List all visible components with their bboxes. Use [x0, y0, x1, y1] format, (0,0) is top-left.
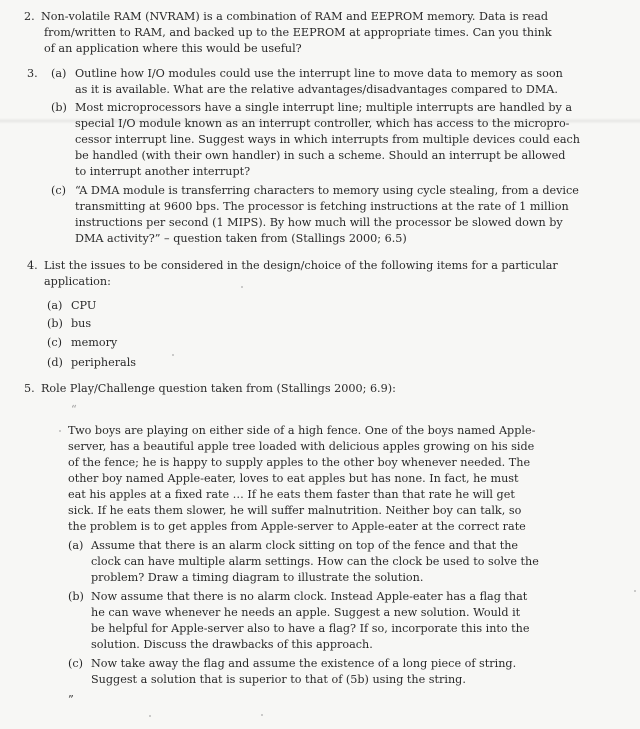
- text-line: Outline how I/O modules could use the interrupt line to move data to memory as soon: [75, 67, 563, 80]
- text-line: transmitting at 9600 bps. The processor is fetching instructions at the rate of 1 million: [75, 200, 569, 213]
- text-line: application:: [44, 275, 111, 288]
- question-number: 2.: [24, 10, 35, 23]
- scan-speck: [172, 354, 174, 356]
- text-line: of an application where this would be useful?: [44, 42, 302, 55]
- text-line: special I/O module known as an interrupt controller, which has access to the micropro-: [75, 117, 570, 130]
- text-line: Now take away the flag and assume the existence of a long piece of string.: [91, 657, 517, 670]
- list-item-label: (d): [47, 356, 63, 369]
- text-line: be handled (with their own handler) in such a scheme. Should an interrupt be allowed: [75, 149, 566, 162]
- part-label: (b): [68, 590, 84, 603]
- scan-speck: [261, 714, 263, 716]
- text-line: Non-volatile RAM (NVRAM) is a combination of RAM and EEPROM memory. Data is read: [41, 10, 549, 23]
- question-number: 4.: [27, 259, 38, 272]
- text-line: the problem is to get apples from Apple-server to Apple-eater at the correct rate: [68, 520, 526, 533]
- text-line: as it is available. What are the relative advantages/disadvantages compared to DMA.: [75, 83, 558, 96]
- question-number: 3.: [27, 67, 38, 80]
- scan-speck: [149, 715, 151, 717]
- text-line: server, has a beautiful apple tree loaded with delicious apples growing on his side: [68, 440, 535, 453]
- text-line: sick. If he eats them slower, he will suffer malnutrition. Neither boy can talk, so: [68, 504, 522, 517]
- part-label: (c): [51, 184, 66, 197]
- text-line: Two boys are playing on either side of a high fence. One of the boys named Apple-: [68, 424, 536, 437]
- text-line: solution. Discuss the drawbacks of this approach.: [91, 638, 373, 651]
- text-line: instructions per second (1 MIPS). By how much will the processor be slowed down by: [75, 216, 563, 229]
- list-item-label: (c): [47, 336, 62, 349]
- text-line: Suggest a solution that is superior to that of (5b) using the string.: [91, 673, 466, 686]
- scan-speck: [59, 430, 61, 432]
- text-line: Now assume that there is no alarm clock. Instead Apple-eater has a flag that: [91, 590, 528, 603]
- list-item: bus: [71, 317, 92, 330]
- text-line: eat his apples at a fixed rate … If he eats them faster than that rate he will get: [68, 488, 515, 501]
- text-line: Assume that there is an alarm clock sitting on top of the fence and that the: [91, 539, 519, 552]
- list-item-label: (a): [47, 299, 63, 312]
- text-line: from/written to RAM, and backed up to the EEPROM at appropriate times. Can you think: [44, 26, 552, 39]
- text-line: other boy named Apple-eater, loves to eat apples but has none. In fact, he must: [68, 472, 519, 485]
- text-line: he can wave whenever he needs an apple. Suggest a new solution. Would it: [91, 606, 521, 619]
- part-label: (b): [51, 101, 67, 114]
- question-number: 5.: [24, 382, 35, 395]
- text-line: cessor interrupt line. Suggest ways in which interrupts from multiple devices could each: [75, 133, 580, 146]
- text-line: “A DMA module is transferring characters to memory using cycle stealing, from a device: [75, 184, 579, 197]
- text-line: problem? Draw a timing diagram to illustrate the solution.: [91, 571, 424, 584]
- list-item-label: (b): [47, 317, 63, 330]
- text-line: clock can have multiple alarm settings. How can the clock be used to solve the: [91, 555, 539, 568]
- open-quote: “: [71, 403, 77, 416]
- part-label: (a): [51, 67, 67, 80]
- text-line: List the issues to be considered in the design/choice of the following items for a particular: [44, 259, 558, 272]
- list-item: CPU: [71, 299, 97, 312]
- part-label: (c): [68, 657, 83, 670]
- text-line: Most microprocessors have a single interrupt line; multiple interrupts are handled by a: [75, 101, 573, 114]
- scan-speck: [634, 590, 636, 592]
- text-line: DMA activity?” – question taken from (Stallings 2000; 6.5): [75, 232, 407, 245]
- close-quote: ”: [68, 693, 74, 706]
- part-label: (a): [68, 539, 84, 552]
- text-line: be helpful for Apple-server also to have a flag? If so, incorporate this into the: [91, 622, 530, 635]
- list-item: peripherals: [71, 356, 137, 369]
- question-heading: Role Play/Challenge question taken from (Stallings 2000; 6.9):: [41, 382, 396, 395]
- list-item: memory: [71, 336, 118, 349]
- scan-speck: [241, 286, 243, 288]
- text-line: to interrupt another interrupt?: [75, 165, 251, 178]
- text-line: of the fence; he is happy to supply apples to the other boy whenever needed. The: [68, 456, 531, 469]
